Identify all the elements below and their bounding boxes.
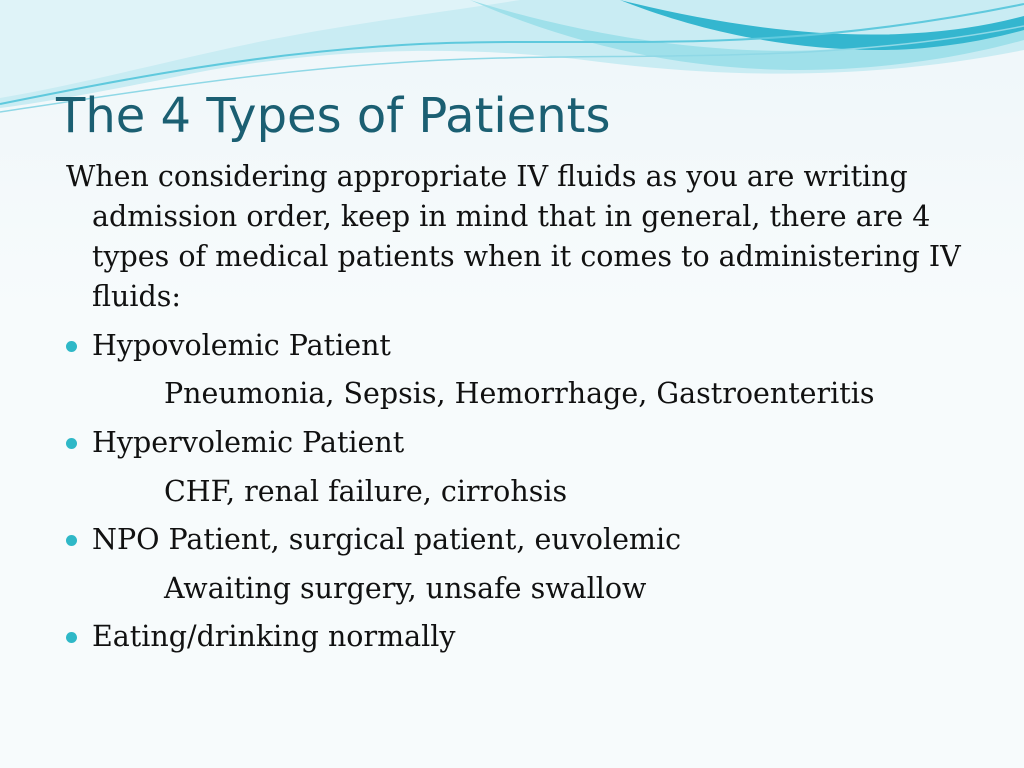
bullet-detail-hypervolemic: CHF, renal failure, cirrohsis xyxy=(164,475,568,508)
bullet-label: Eating/drinking normally xyxy=(92,620,456,653)
bullet-detail-hypovolemic: Pneumonia, Sepsis, Hemorrhage, Gastroenteritis xyxy=(164,377,875,410)
bullet-dot-icon xyxy=(66,438,77,449)
bullet-label: Hypovolemic Patient xyxy=(92,329,391,362)
bullet-detail-npo: Awaiting surgery, unsafe swallow xyxy=(164,572,647,605)
slide-title: The 4 Types of Patients xyxy=(56,88,611,144)
bullet-label: NPO Patient, surgical patient, euvolemic xyxy=(92,523,682,556)
bullet-dot-icon xyxy=(66,632,77,643)
bullet-label: Hypervolemic Patient xyxy=(92,426,405,459)
intro-paragraph: When considering appropriate IV fluids as you are writing admission order, keep in mind that in general, there are 4 types of medical patients when it comes to administering IV fluids: xyxy=(66,160,961,313)
bullet-dot-icon xyxy=(66,535,77,546)
bullet-dot-icon xyxy=(66,341,77,352)
